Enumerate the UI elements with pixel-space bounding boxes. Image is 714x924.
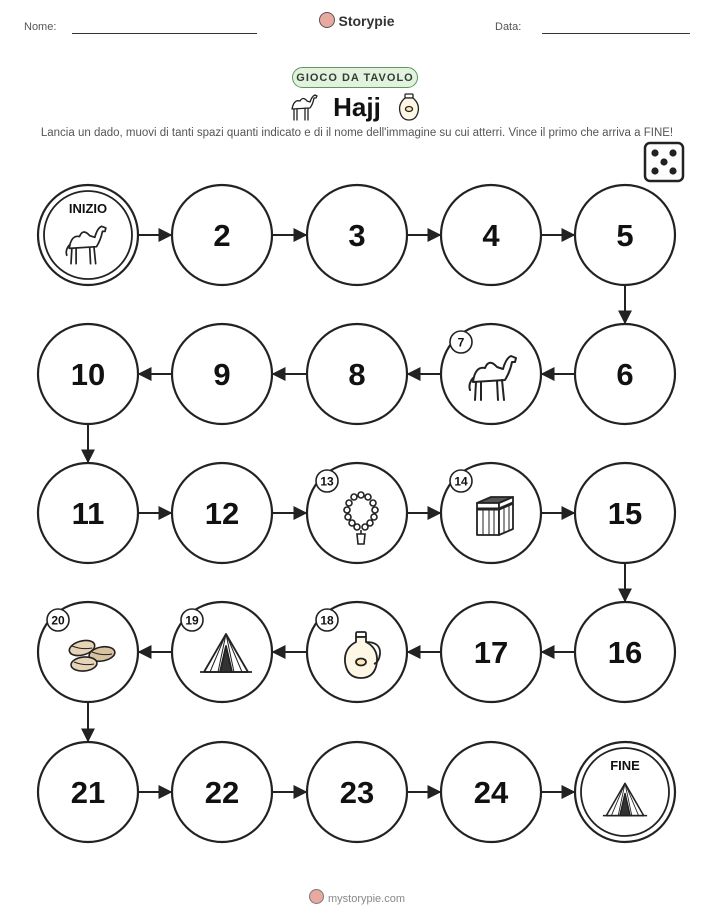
board-space-19[interactable]	[172, 602, 272, 702]
bear-icon	[309, 889, 324, 904]
board-space-21[interactable]	[38, 742, 138, 842]
board-space-10[interactable]	[38, 324, 138, 424]
board-space-14[interactable]	[441, 463, 541, 563]
space-number: 22	[204, 775, 240, 810]
board-space-17[interactable]	[441, 602, 541, 702]
footer	[0, 889, 714, 905]
space-number: 24	[473, 775, 509, 810]
space-number: 12	[204, 496, 240, 531]
board-space-6[interactable]	[575, 324, 675, 424]
space-number: 21	[70, 775, 106, 810]
space-number: 2	[213, 218, 231, 253]
board-space-24[interactable]	[441, 742, 541, 842]
board-space-16[interactable]	[575, 602, 675, 702]
space-number: 15	[607, 496, 643, 531]
page-title: Hajj	[333, 92, 381, 122]
space-number: 19	[185, 613, 199, 628]
board-space-23[interactable]	[307, 742, 407, 842]
space-number: 9	[213, 357, 231, 392]
board-space-20[interactable]	[38, 602, 138, 702]
board-space-15[interactable]	[575, 463, 675, 563]
board-space-1[interactable]	[38, 185, 138, 285]
board-space-3[interactable]	[307, 185, 407, 285]
board-space-13[interactable]	[307, 463, 407, 563]
instructions: Lancia un dado, muovi di tanti spazi quanti indicato e di il nome dell'immagine su cui atterri. Vince il primo che arriva a FINE!	[40, 127, 674, 139]
space-number: 7	[457, 335, 465, 350]
space-number: 8	[348, 357, 366, 392]
space-number: 16	[607, 635, 643, 670]
space-number: 23	[339, 775, 375, 810]
footer-site[interactable]: mystorypie.com	[327, 893, 406, 905]
board-space-9[interactable]	[172, 324, 272, 424]
board-space-7[interactable]	[441, 324, 541, 424]
space-label: INIZIO	[68, 201, 108, 216]
space-number: 3	[348, 218, 366, 253]
game-type-badge: GIOCO DA TAVOLO	[292, 67, 418, 88]
board-space-4[interactable]	[441, 185, 541, 285]
board-space-18[interactable]	[307, 602, 407, 702]
space-number: 13	[320, 474, 334, 489]
board-space-22[interactable]	[172, 742, 272, 842]
space-number: 4	[482, 218, 500, 253]
name-label: Nome:	[24, 21, 57, 33]
brand-name: Storypie	[338, 13, 395, 29]
kaaba-icon	[477, 497, 513, 535]
space-number: 11	[71, 496, 105, 531]
date-label: Data:	[495, 21, 522, 33]
board-space-11[interactable]	[38, 463, 138, 563]
space-number: 10	[70, 357, 106, 392]
space-label: FINE	[610, 758, 640, 773]
board-space-25[interactable]	[575, 742, 675, 842]
space-number: 6	[616, 357, 634, 392]
space-number: 17	[473, 635, 509, 670]
board-space-8[interactable]	[307, 324, 407, 424]
space-number: 14	[454, 474, 468, 489]
board-space-12[interactable]	[172, 463, 272, 563]
board-space-2[interactable]	[172, 185, 272, 285]
space-number: 18	[320, 613, 334, 628]
space-number: 20	[51, 613, 65, 628]
board-space-5[interactable]	[575, 185, 675, 285]
space-number: 5	[616, 218, 634, 253]
